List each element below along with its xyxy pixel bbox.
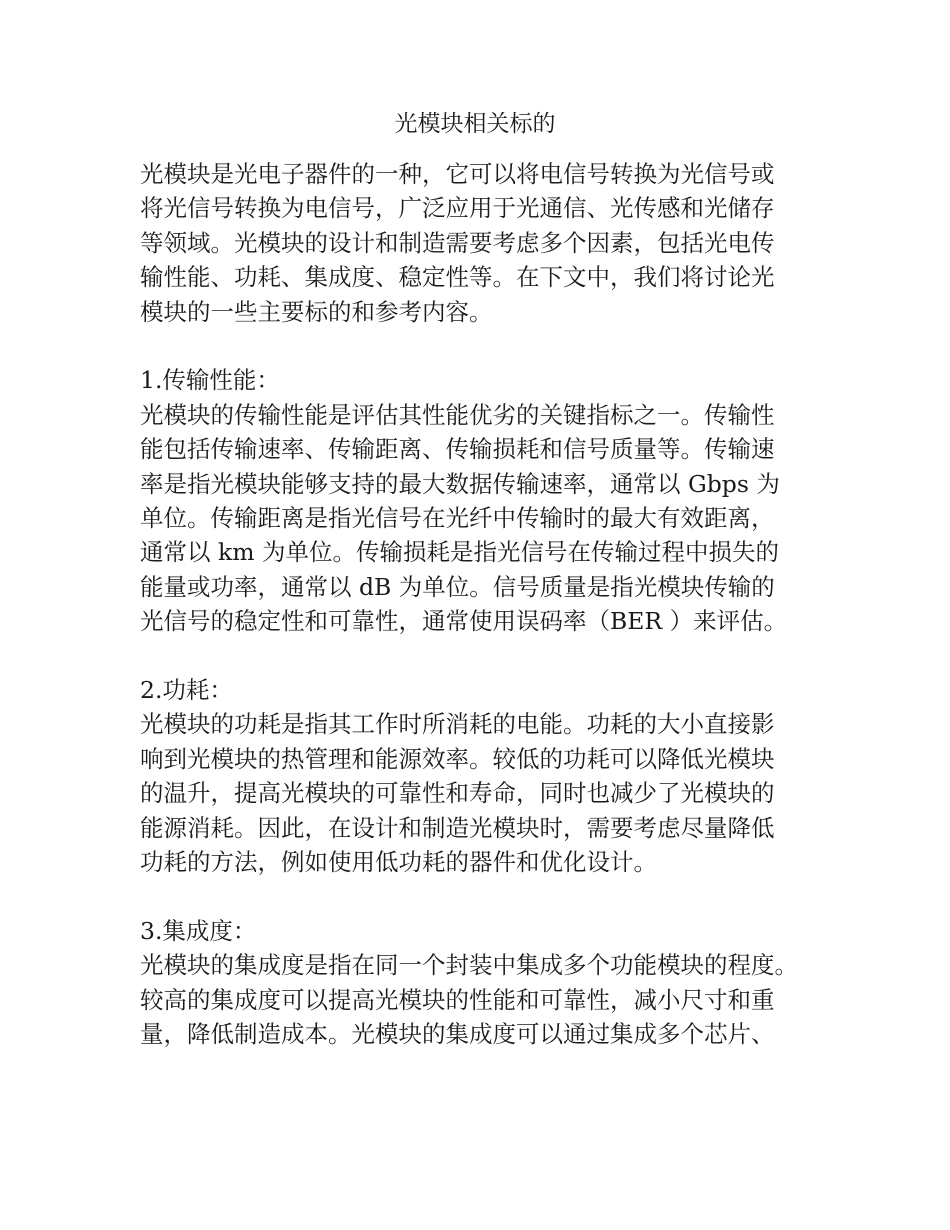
section-heading: 3.集成度： <box>140 916 257 945</box>
document-body <box>140 157 840 1052</box>
section-heading: 2.功耗： <box>140 676 233 705</box>
section-power <box>140 673 840 879</box>
text-line: 通常以 km 为单位。传输损耗是指光信号在传输过程中损失的 <box>140 538 779 567</box>
text-line: 等领域。光模块的设计和制造需要考虑多个因素，包括光电传 <box>140 228 775 257</box>
paragraph-spacer <box>140 329 840 363</box>
text-line: 光模块的传输性能是评估其性能优劣的关键指标之一。传输性 <box>140 400 775 429</box>
intro-paragraph <box>140 157 840 329</box>
text-line: 率是指光模块能够支持的最大数据传输速率，通常以 Gbps 为 <box>140 469 780 498</box>
paragraph-spacer <box>140 639 840 673</box>
text-line: 单位。传输距离是指光信号在光纤中传输时的最大有效距离， <box>140 504 775 533</box>
text-line: 响到光模块的热管理和能源效率。较低的功耗可以降低光模块 <box>140 744 775 773</box>
text-line: 能包括传输速率、传输距离、传输损耗和信号质量等。传输速 <box>140 435 775 464</box>
text-line: 光模块的集成度是指在同一个封装中集成多个功能模块的程度。 <box>140 951 798 980</box>
document-title: 光模块相关标的 <box>394 111 556 137</box>
text-line: 的温升，提高光模块的可靠性和寿命，同时也减少了光模块的 <box>140 779 775 808</box>
text-line: 光模块的功耗是指其工作时所消耗的电能。功耗的大小直接影 <box>140 710 775 739</box>
text-line: 输性能、功耗、集成度、稳定性等。在下文中，我们将讨论光 <box>140 263 775 292</box>
text-line: 光信号的稳定性和可靠性，通常使用误码率（BER ）来评估。 <box>140 607 788 636</box>
text-line: 功耗的方法，例如使用低功耗的器件和优化设计。 <box>140 848 657 877</box>
text-line: 能量或功率，通常以 dB 为单位。信号质量是指光模块传输的 <box>140 572 775 601</box>
text-line: 量，降低制造成本。光模块的集成度可以通过集成多个芯片、 <box>140 1020 775 1049</box>
section-heading: 1.传输性能： <box>140 366 280 395</box>
text-line: 较高的集成度可以提高光模块的性能和可靠性，减小尺寸和重 <box>140 985 775 1014</box>
text-line: 模块的一些主要标的和参考内容。 <box>140 297 493 326</box>
section-integration <box>140 914 840 1052</box>
text-line: 将光信号转换为电信号，广泛应用于光通信、光传感和光储存 <box>140 194 775 223</box>
section-transmission <box>140 363 840 638</box>
paragraph-spacer <box>140 880 840 914</box>
text-line: 能源消耗。因此，在设计和制造光模块时，需要考虑尽量降低 <box>140 813 775 842</box>
text-line: 光模块是光电子器件的一种，它可以将电信号转换为光信号或 <box>140 160 775 188</box>
